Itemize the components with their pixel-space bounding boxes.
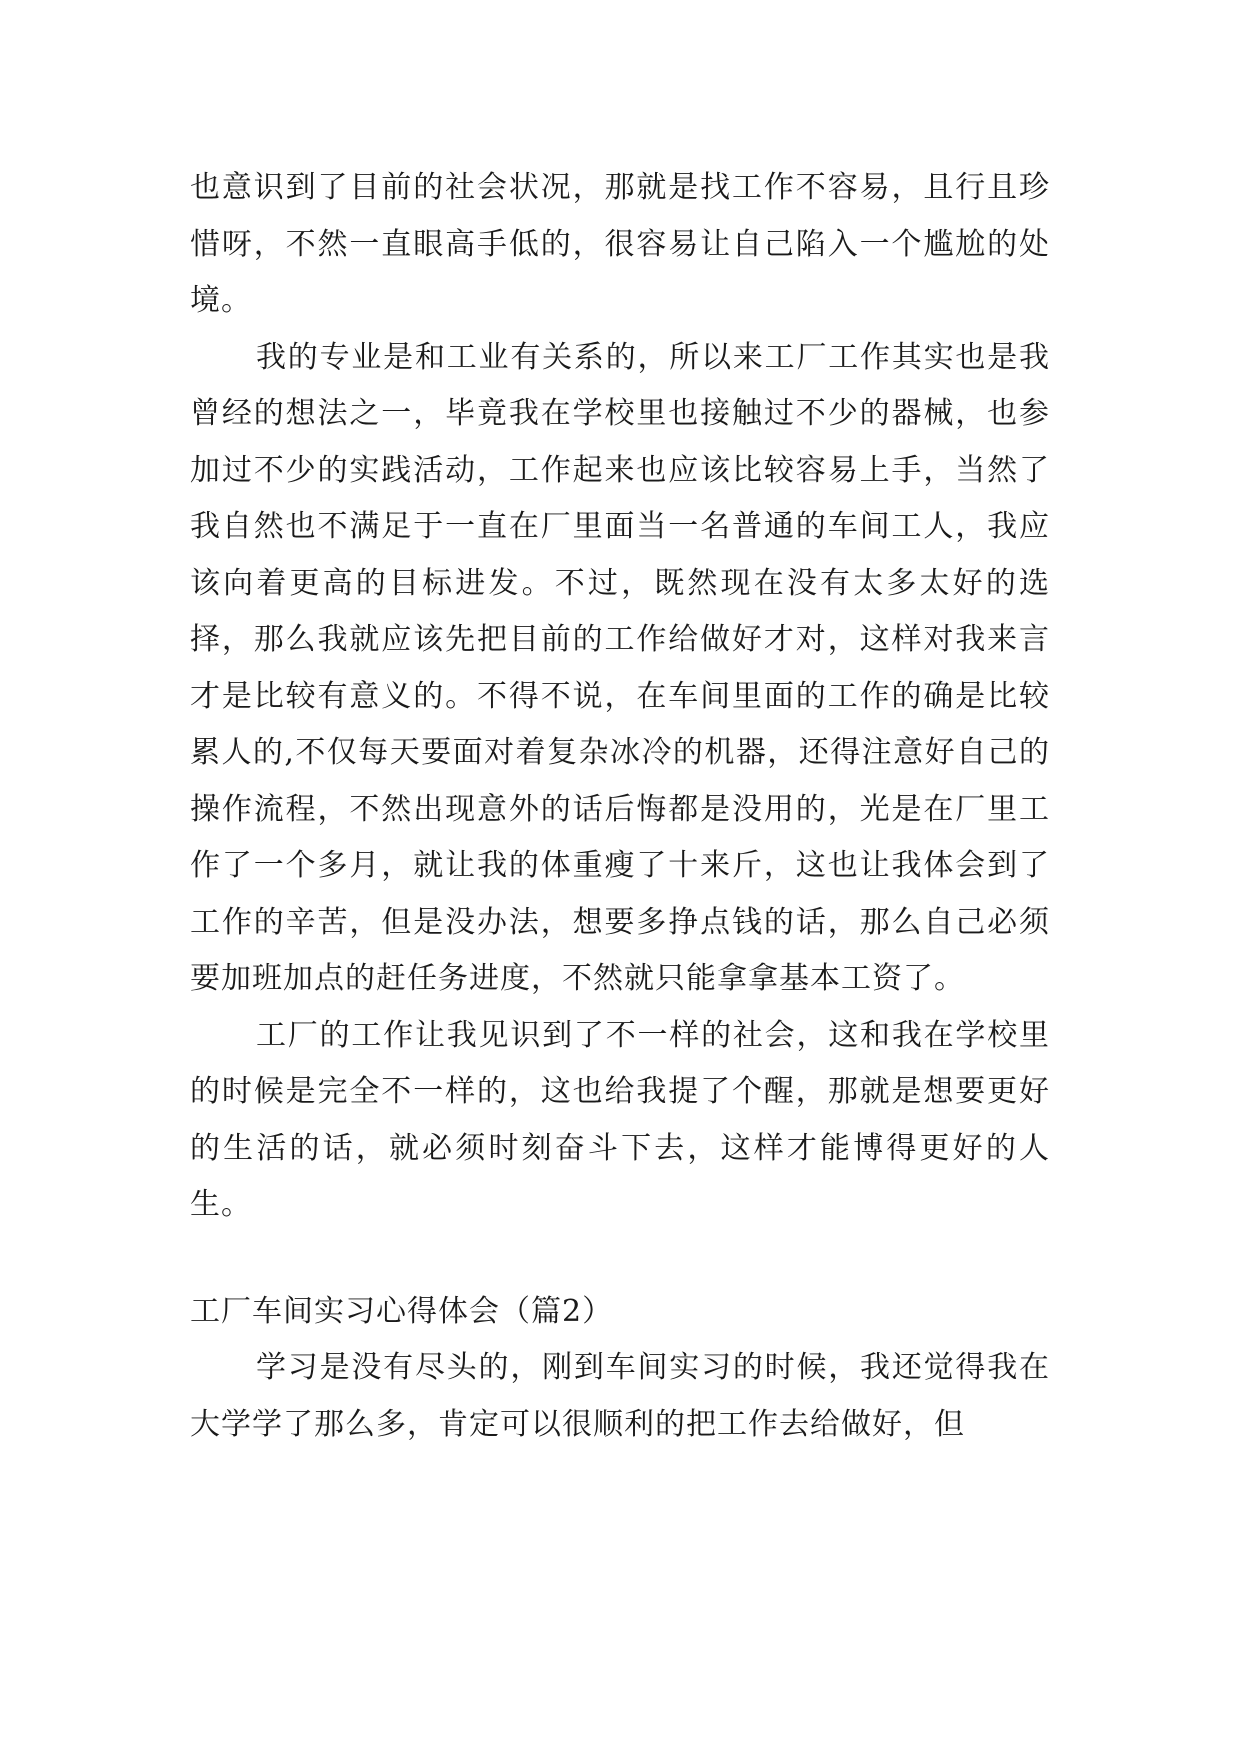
paragraph-continued: 也意识到了目前的社会状况，那就是找工作不容易，且行且珍惜呀，不然一直眼高手低的，很容易让自己陷入一个尴尬的处境。 <box>190 170 1050 318</box>
paragraph-factory-society: 工厂的工作让我见识到了不一样的社会，这和我在学校里的时候是完全不一样的，这也给我提了个醒，那就是想要更好的生活的话，就必须时刻奋斗下去，这样才能博得更好的人生。 <box>190 1017 1050 1222</box>
section-title: 工厂车间实习心得体会（篇2） <box>190 1293 614 1329</box>
paragraph-major: 我的专业是和工业有关系的，所以来工厂工作其实也是我曾经的想法之一，毕竟我在学校里也接触过不少的器械，也参加过不少的实践活动，工作起来也应该比较容易上手，当然了我自然也不满足于一直在厂里面当一名普通的车间工人，我应该向着更高的目标进发。不过，既然现在没有太多太好的选择，那么我就应该先把目前的工作给做好才对，这样对我来言才是比较有意义的。不得不说，在车间里面的工作的确是比较累人的,不仅每天要面对着复杂冰冷的机器，还得注意好自己的操作流程，不然出现意外的话后悔都是没用的，光是在厂里工作了一个多月，就让我的体重瘦了十来斤，这也让我体会到了工作的辛苦，但是没办法，想要多挣点钱的话，那么自己必须要加班加点的赶任务进度，不然就只能拿拿基本工资了。 <box>190 339 1050 996</box>
paragraph-section-2: 学习是没有尽头的，刚到车间实习的时候，我还觉得我在大学学了那么多，肯定可以很顺利的把工作去给做好，但 <box>190 1350 1050 1442</box>
document-page <box>190 160 1050 1453</box>
